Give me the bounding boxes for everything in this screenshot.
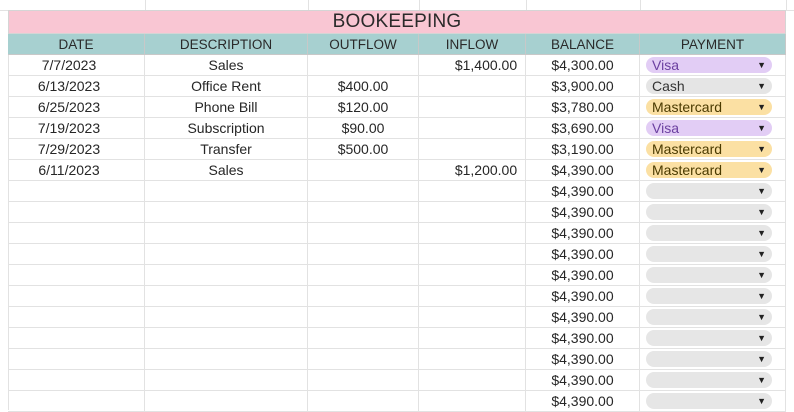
header-payment[interactable]: PAYMENT	[640, 34, 786, 55]
balance-cell[interactable]: $3,900.00	[526, 76, 640, 96]
header-description[interactable]: DESCRIPTION	[145, 34, 308, 55]
table-row	[8, 181, 786, 202]
description-cell[interactable]	[145, 265, 308, 285]
balance-cell[interactable]: $4,390.00	[526, 286, 640, 306]
outflow-cell[interactable]	[308, 328, 419, 348]
payment-cell	[640, 139, 786, 159]
balance-cell[interactable]: $3,190.00	[526, 139, 640, 159]
outflow-cell[interactable]: $400.00	[308, 76, 419, 96]
header-inflow[interactable]: INFLOW	[419, 34, 526, 55]
table-row	[8, 202, 786, 223]
date-cell[interactable]	[8, 244, 145, 264]
payment-dropdown[interactable]	[646, 351, 772, 367]
inflow-cell[interactable]	[419, 202, 526, 222]
date-cell[interactable]: 7/7/2023	[8, 55, 145, 75]
outflow-cell[interactable]	[308, 307, 419, 327]
payment-label: Cash	[652, 78, 685, 94]
date-cell[interactable]	[8, 391, 145, 411]
table-row	[8, 307, 786, 328]
outflow-cell[interactable]: $90.00	[308, 118, 419, 138]
inflow-cell[interactable]: $1,200.00	[419, 160, 526, 180]
description-cell[interactable]	[145, 181, 308, 201]
sheet-title[interactable]: BOOKEEPING	[8, 10, 786, 34]
description-cell[interactable]: Transfer	[145, 139, 308, 159]
payment-label: Visa	[652, 120, 679, 136]
inflow-cell[interactable]	[419, 349, 526, 369]
outflow-cell[interactable]: $500.00	[308, 139, 419, 159]
date-cell[interactable]: 7/19/2023	[8, 118, 145, 138]
balance-cell[interactable]: $4,390.00	[526, 244, 640, 264]
payment-dropdown[interactable]	[646, 204, 772, 220]
caret-down-icon[interactable]: ▼	[757, 249, 766, 259]
balance-cell[interactable]: $4,390.00	[526, 307, 640, 327]
outflow-cell[interactable]	[308, 244, 419, 264]
balance-cell[interactable]: $4,390.00	[526, 328, 640, 348]
payment-dropdown[interactable]	[646, 99, 772, 115]
header-date[interactable]: DATE	[8, 34, 145, 55]
payment-cell	[640, 328, 786, 348]
date-cell[interactable]	[8, 223, 145, 243]
description-cell[interactable]	[145, 202, 308, 222]
caret-down-icon[interactable]: ▼	[757, 144, 766, 154]
table-row	[8, 286, 786, 307]
caret-down-icon[interactable]: ▼	[757, 291, 766, 301]
outflow-cell[interactable]	[308, 349, 419, 369]
date-cell[interactable]: 7/29/2023	[8, 139, 145, 159]
caret-down-icon[interactable]: ▼	[757, 270, 766, 280]
description-cell[interactable]: Sales	[145, 55, 308, 75]
caret-down-icon[interactable]: ▼	[757, 123, 766, 133]
payment-cell	[640, 391, 786, 411]
description-cell[interactable]: Phone Bill	[145, 97, 308, 117]
description-cell[interactable]	[145, 328, 308, 348]
table-row	[8, 370, 786, 391]
payment-cell	[640, 118, 786, 138]
outflow-cell[interactable]	[308, 202, 419, 222]
outflow-cell[interactable]	[308, 286, 419, 306]
table-row	[8, 244, 786, 265]
inflow-cell[interactable]	[419, 76, 526, 96]
payment-dropdown[interactable]	[646, 372, 772, 388]
table-row	[8, 76, 786, 97]
balance-cell[interactable]: $4,390.00	[526, 370, 640, 390]
date-cell[interactable]	[8, 286, 145, 306]
description-cell[interactable]	[145, 391, 308, 411]
date-cell[interactable]	[8, 265, 145, 285]
table-row	[8, 391, 786, 412]
column-header-row	[8, 34, 786, 55]
payment-dropdown[interactable]	[646, 309, 772, 325]
caret-down-icon[interactable]: ▼	[757, 375, 766, 385]
payment-dropdown[interactable]	[646, 393, 772, 409]
payment-dropdown[interactable]	[646, 267, 772, 283]
outflow-cell[interactable]	[308, 265, 419, 285]
payment-cell	[640, 223, 786, 243]
balance-cell[interactable]: $4,300.00	[526, 55, 640, 75]
date-cell[interactable]	[8, 328, 145, 348]
inflow-cell[interactable]	[419, 181, 526, 201]
description-cell[interactable]	[145, 223, 308, 243]
payment-dropdown[interactable]	[646, 330, 772, 346]
table-body	[8, 55, 786, 412]
description-cell[interactable]	[145, 370, 308, 390]
description-cell[interactable]	[145, 307, 308, 327]
description-cell[interactable]	[145, 286, 308, 306]
payment-dropdown[interactable]	[646, 78, 772, 94]
inflow-cell[interactable]	[419, 118, 526, 138]
date-cell[interactable]	[8, 181, 145, 201]
date-cell[interactable]: 6/11/2023	[8, 160, 145, 180]
payment-dropdown[interactable]	[646, 288, 772, 304]
payment-cell	[640, 76, 786, 96]
description-cell[interactable]: Subscription	[145, 118, 308, 138]
payment-label: Visa	[652, 57, 679, 73]
caret-down-icon[interactable]: ▼	[757, 354, 766, 364]
outflow-cell[interactable]	[308, 160, 419, 180]
table-row	[8, 265, 786, 286]
outflow-cell[interactable]: $120.00	[308, 97, 419, 117]
caret-down-icon[interactable]: ▼	[757, 228, 766, 238]
payment-label: Mastercard	[652, 141, 723, 157]
payment-cell	[640, 97, 786, 117]
payment-cell	[640, 307, 786, 327]
payment-dropdown[interactable]	[646, 183, 772, 199]
caret-down-icon[interactable]: ▼	[757, 207, 766, 217]
balance-cell[interactable]: $4,390.00	[526, 349, 640, 369]
inflow-cell[interactable]	[419, 391, 526, 411]
inflow-cell[interactable]	[419, 265, 526, 285]
payment-cell	[640, 202, 786, 222]
date-cell[interactable]	[8, 202, 145, 222]
balance-cell[interactable]: $3,690.00	[526, 118, 640, 138]
caret-down-icon[interactable]: ▼	[757, 165, 766, 175]
caret-down-icon[interactable]: ▼	[757, 333, 766, 343]
payment-cell	[640, 349, 786, 369]
payment-cell	[640, 265, 786, 285]
outflow-cell[interactable]	[308, 370, 419, 390]
inflow-cell[interactable]	[419, 328, 526, 348]
inflow-cell[interactable]	[419, 244, 526, 264]
table-row	[8, 349, 786, 370]
balance-cell[interactable]: $4,390.00	[526, 391, 640, 411]
header-balance[interactable]: BALANCE	[526, 34, 640, 55]
caret-down-icon[interactable]: ▼	[757, 186, 766, 196]
payment-cell	[640, 160, 786, 180]
payment-label: Mastercard	[652, 162, 723, 178]
date-cell[interactable]	[8, 349, 145, 369]
description-cell[interactable]: Sales	[145, 160, 308, 180]
payment-cell	[640, 286, 786, 306]
header-outflow[interactable]: OUTFLOW	[308, 34, 419, 55]
inflow-cell[interactable]	[419, 370, 526, 390]
table-row	[8, 55, 786, 76]
balance-cell[interactable]: $4,390.00	[526, 160, 640, 180]
balance-cell[interactable]: $3,780.00	[526, 97, 640, 117]
table-row	[8, 223, 786, 244]
payment-dropdown[interactable]	[646, 246, 772, 262]
inflow-cell[interactable]	[419, 139, 526, 159]
description-cell[interactable]: Office Rent	[145, 76, 308, 96]
balance-cell[interactable]: $4,390.00	[526, 265, 640, 285]
payment-dropdown[interactable]	[646, 57, 772, 73]
table-row	[8, 328, 786, 349]
balance-cell[interactable]: $4,390.00	[526, 181, 640, 201]
date-cell[interactable]	[8, 370, 145, 390]
table-row	[8, 139, 786, 160]
caret-down-icon[interactable]: ▼	[757, 60, 766, 70]
outflow-cell[interactable]	[308, 55, 419, 75]
inflow-cell[interactable]: $1,400.00	[419, 55, 526, 75]
description-cell[interactable]	[145, 349, 308, 369]
balance-cell[interactable]: $4,390.00	[526, 223, 640, 243]
caret-down-icon[interactable]: ▼	[757, 102, 766, 112]
payment-dropdown[interactable]	[646, 120, 772, 136]
inflow-cell[interactable]	[419, 307, 526, 327]
date-cell[interactable]: 6/25/2023	[8, 97, 145, 117]
payment-dropdown[interactable]	[646, 141, 772, 157]
table-row	[8, 97, 786, 118]
payment-cell	[640, 370, 786, 390]
outflow-cell[interactable]	[308, 391, 419, 411]
caret-down-icon[interactable]: ▼	[757, 81, 766, 91]
caret-down-icon[interactable]: ▼	[757, 312, 766, 322]
outflow-cell[interactable]	[308, 181, 419, 201]
inflow-cell[interactable]	[419, 97, 526, 117]
table-row	[8, 160, 786, 181]
payment-label: Mastercard	[652, 99, 723, 115]
inflow-cell[interactable]	[419, 223, 526, 243]
inflow-cell[interactable]	[419, 286, 526, 306]
payment-cell	[640, 55, 786, 75]
date-cell[interactable]: 6/13/2023	[8, 76, 145, 96]
balance-cell[interactable]: $4,390.00	[526, 202, 640, 222]
table-row	[8, 118, 786, 139]
caret-down-icon[interactable]: ▼	[757, 396, 766, 406]
payment-cell	[640, 244, 786, 264]
payment-cell	[640, 181, 786, 201]
payment-dropdown[interactable]	[646, 162, 772, 178]
outflow-cell[interactable]	[308, 223, 419, 243]
payment-dropdown[interactable]	[646, 225, 772, 241]
description-cell[interactable]	[145, 244, 308, 264]
date-cell[interactable]	[8, 307, 145, 327]
